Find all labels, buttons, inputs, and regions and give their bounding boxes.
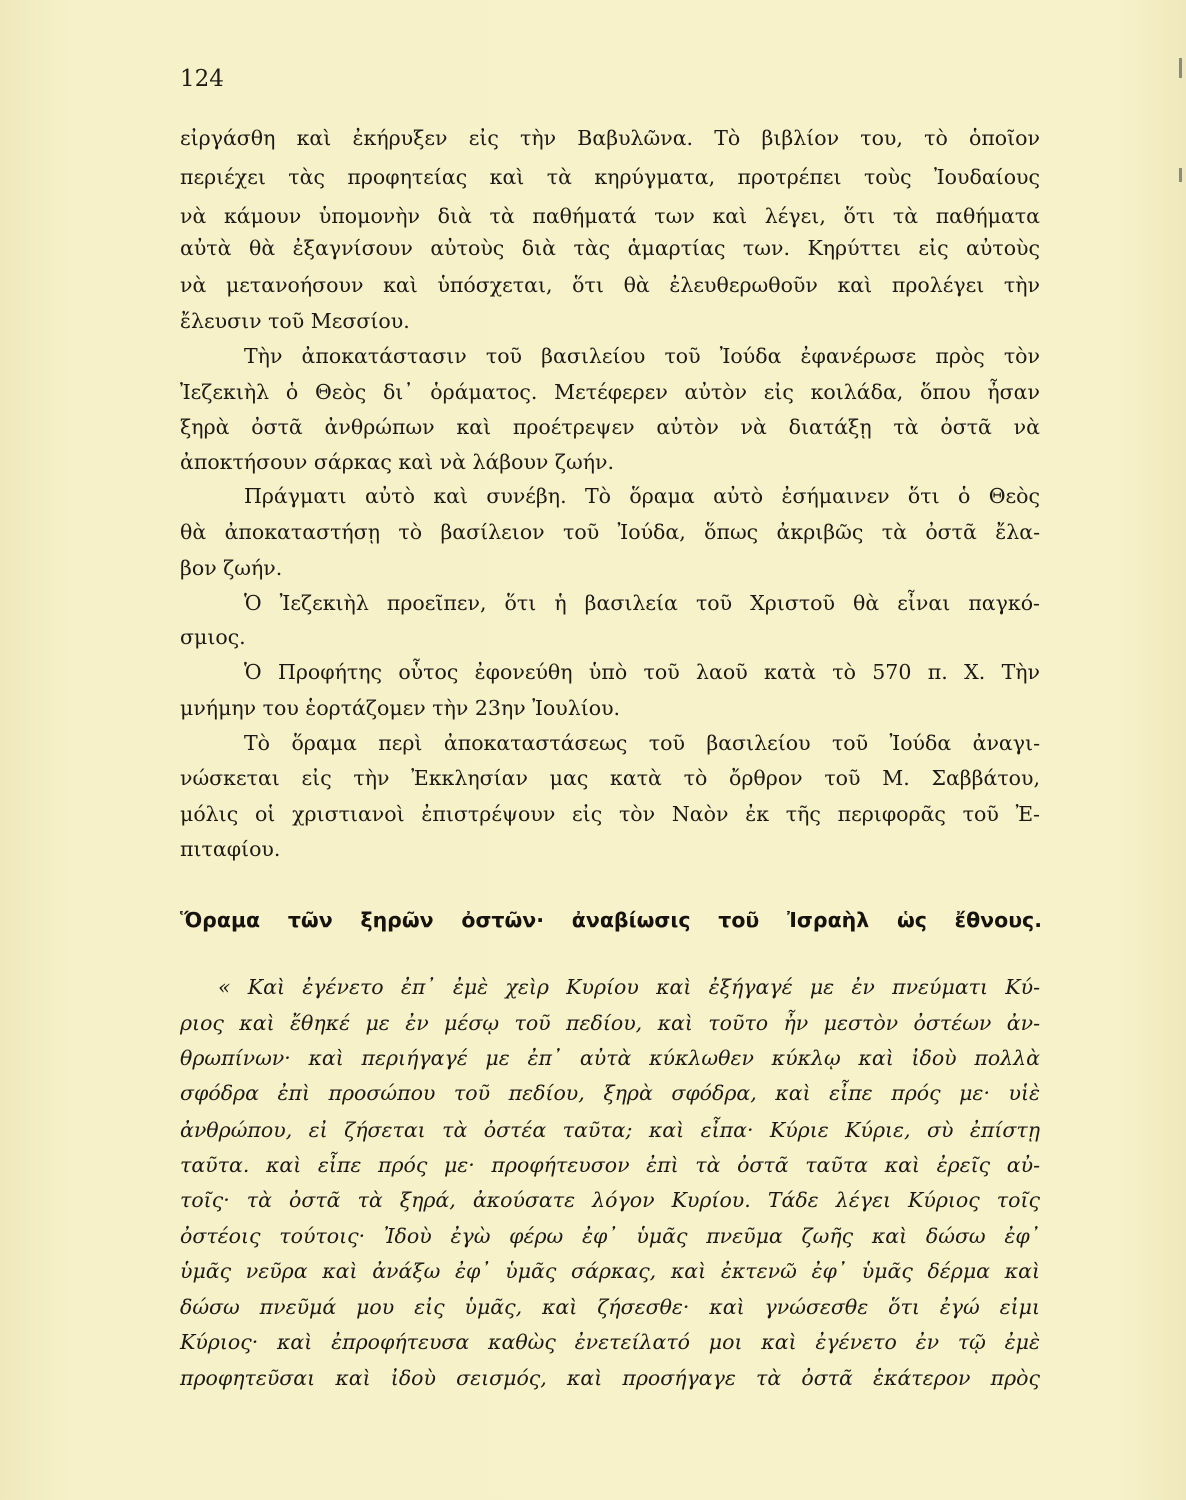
paragraph-line: μνήμην του ἑορτάζομεν τὴν 23ην Ἰουλίου. [180,696,621,720]
page-edge-mark [1179,58,1182,78]
quote-line: ριος καὶ ἔθηκέ με ἐν μέσῳ τοῦ πεδίου, καὶ τοῦτο ἦν μεστὸν ὀστέων ἀν- [180,1011,1040,1035]
quote-line: προφητεῦσαι καὶ ἰδοὺ σεισμός, καὶ προσήγαγε τὰ ὀστᾶ ἑκάτερον πρὸς [180,1366,1040,1390]
section-heading: Ὅραμα τῶν ξηρῶν ὀστῶν· ἀναβίωσις τοῦ Ἰσραὴλ ὡς ἔθνους. [180,908,1042,932]
quote-line: ὀστέοις τούτοις· Ἰδοὺ ἐγὼ φέρω ἐφ᾿ ὑμᾶς πνεῦμα ζωῆς καὶ δώσω ἐφ᾿ [180,1224,1040,1248]
paragraph-line: βον ζωήν. [180,556,283,580]
paragraph-line: ἔλευσιν τοῦ Μεσσίου. [180,309,410,333]
paragraph-line: νὰ κάμουν ὑπομονὴν διὰ τὰ παθήματά των καὶ λέγει, ὅτι τὰ παθήματα [180,204,1040,228]
paragraph-line: Ἰεζεκιὴλ ὁ Θεὸς δι᾿ ὁράματος. Μετέφερεν αὐτὸν εἰς κοιλάδα, ὅπου ἦσαν [180,380,1040,404]
paragraph-line: θὰ ἀποκαταστήσῃ τὸ βασίλειον τοῦ Ἰούδα, ὅπως ἀκριβῶς τὰ ὀστᾶ ἔλα- [180,520,1040,544]
paragraph-line: ἀποκτήσουν σάρκας καὶ νὰ λάβουν ζωήν. [180,450,615,474]
quote-line: θρωπίνων· καὶ περιήγαγέ με ἐπ᾿ αὐτὰ κύκλωθεν κύκλῳ καὶ ἰδοὺ πολλὰ [180,1046,1040,1070]
paragraph-line: μόλις οἱ χριστιανοὶ ἐπιστρέψουν εἰς τὸν Ναὸν ἐκ τῆς περιφορᾶς τοῦ Ἐ- [180,802,1040,826]
quote-line: ταῦτα. καὶ εἶπε πρός με· προφήτευσον ἐπὶ τὰ ὀστᾶ ταῦτα καὶ ἐρεῖς αὐ- [180,1153,1040,1177]
paragraph-line: Ὁ Προφήτης οὗτος ἐφονεύθη ὑπὸ τοῦ λαοῦ κατὰ τὸ 570 π. Χ. Τὴν [244,660,1040,684]
paragraph-line: αὐτὰ θὰ ἐξαγνίσουν αὐτοὺς διὰ τὰς ἁμαρτίας των. Κηρύττει εἰς αὐτοὺς [180,236,1040,260]
page-edge-mark [1179,168,1182,182]
paragraph-line: περιέχει τὰς προφητείας καὶ τὰ κηρύγματα, προτρέπει τοὺς Ἰουδαίους [180,165,1040,189]
quote-line: τοῖς· τὰ ὀστᾶ τὰ ξηρά, ἀκούσατε λόγον Κυρίου. Τάδε λέγει Κύριος τοῖς [180,1188,1040,1212]
paragraph-line: νὰ μετανοήσουν καὶ ὑπόσχεται, ὅτι θὰ ἐλευθερωθοῦν καὶ προλέγει τὴν [180,273,1040,297]
paragraph-line: Ὁ Ἰεζεκιὴλ προεῖπεν, ὅτι ἡ βασιλεία τοῦ Χριστοῦ θὰ εἶναι παγκό- [244,591,1040,615]
paragraph-line: σμιος. [180,625,246,649]
page-number: 124 [180,66,224,92]
paragraph-line: Πράγματι αὐτὸ καὶ συνέβη. Τὸ ὅραμα αὐτὸ ἐσήμαινεν ὅτι ὁ Θεὸς [244,484,1040,508]
quote-line: δώσω πνεῦμά μου εἰς ὑμᾶς, καὶ ζήσεσθε· καὶ γνώσεσθε ὅτι ἐγώ εἰμι [180,1295,1040,1319]
quote-line: σφόδρα ἐπὶ προσώπου τοῦ πεδίου, ξηρὰ σφόδρα, καὶ εἶπε πρός με· υἱὲ [180,1081,1040,1105]
quote-line: « Καὶ ἐγένετο ἐπ᾿ ἐμὲ χεὶρ Κυρίου καὶ ἐξήγαγέ με ἐν πνεύματι Κύ- [218,975,1040,999]
paragraph-line: Τὴν ἀποκατάστασιν τοῦ βασιλείου τοῦ Ἰούδα ἐφανέρωσε πρὸς τὸν [244,344,1040,368]
paragraph-line: Τὸ ὅραμα περὶ ἀποκαταστάσεως τοῦ βασιλείου τοῦ Ἰούδα ἀναγι- [244,731,1040,755]
paragraph-line: ξηρὰ ὀστᾶ ἀνθρώπων καὶ προέτρεψεν αὐτὸν νὰ διατάξῃ τὰ ὀστᾶ νὰ [180,415,1040,439]
quote-line: ὑμᾶς νεῦρα καὶ ἀνάξω ἐφ᾿ ὑμᾶς σάρκας, καὶ ἐκτενῶ ἐφ᾿ ὑμᾶς δέρμα καὶ [180,1259,1040,1283]
paragraph-line: εἰργάσθη καὶ ἐκήρυξεν εἰς τὴν Βαβυλῶνα. Τὸ βιβλίον του, τὸ ὁποῖον [180,126,1040,150]
quote-line: Κύριος· καὶ ἐπροφήτευσα καθὼς ἐνετείλατό μοι καὶ ἐγένετο ἐν τῷ ἐμὲ [180,1330,1040,1354]
paragraph-line: νώσκεται εἰς τὴν Ἐκκλησίαν μας κατὰ τὸ ὄρθρον τοῦ Μ. Σαββάτου, [180,766,1040,790]
paragraph-line: πιταφίου. [180,837,281,861]
quote-line: ἀνθρώπου, εἰ ζήσεται τὰ ὀστέα ταῦτα; καὶ εἶπα· Κύριε Κύριε, σὺ ἐπίστῃ [180,1118,1040,1142]
